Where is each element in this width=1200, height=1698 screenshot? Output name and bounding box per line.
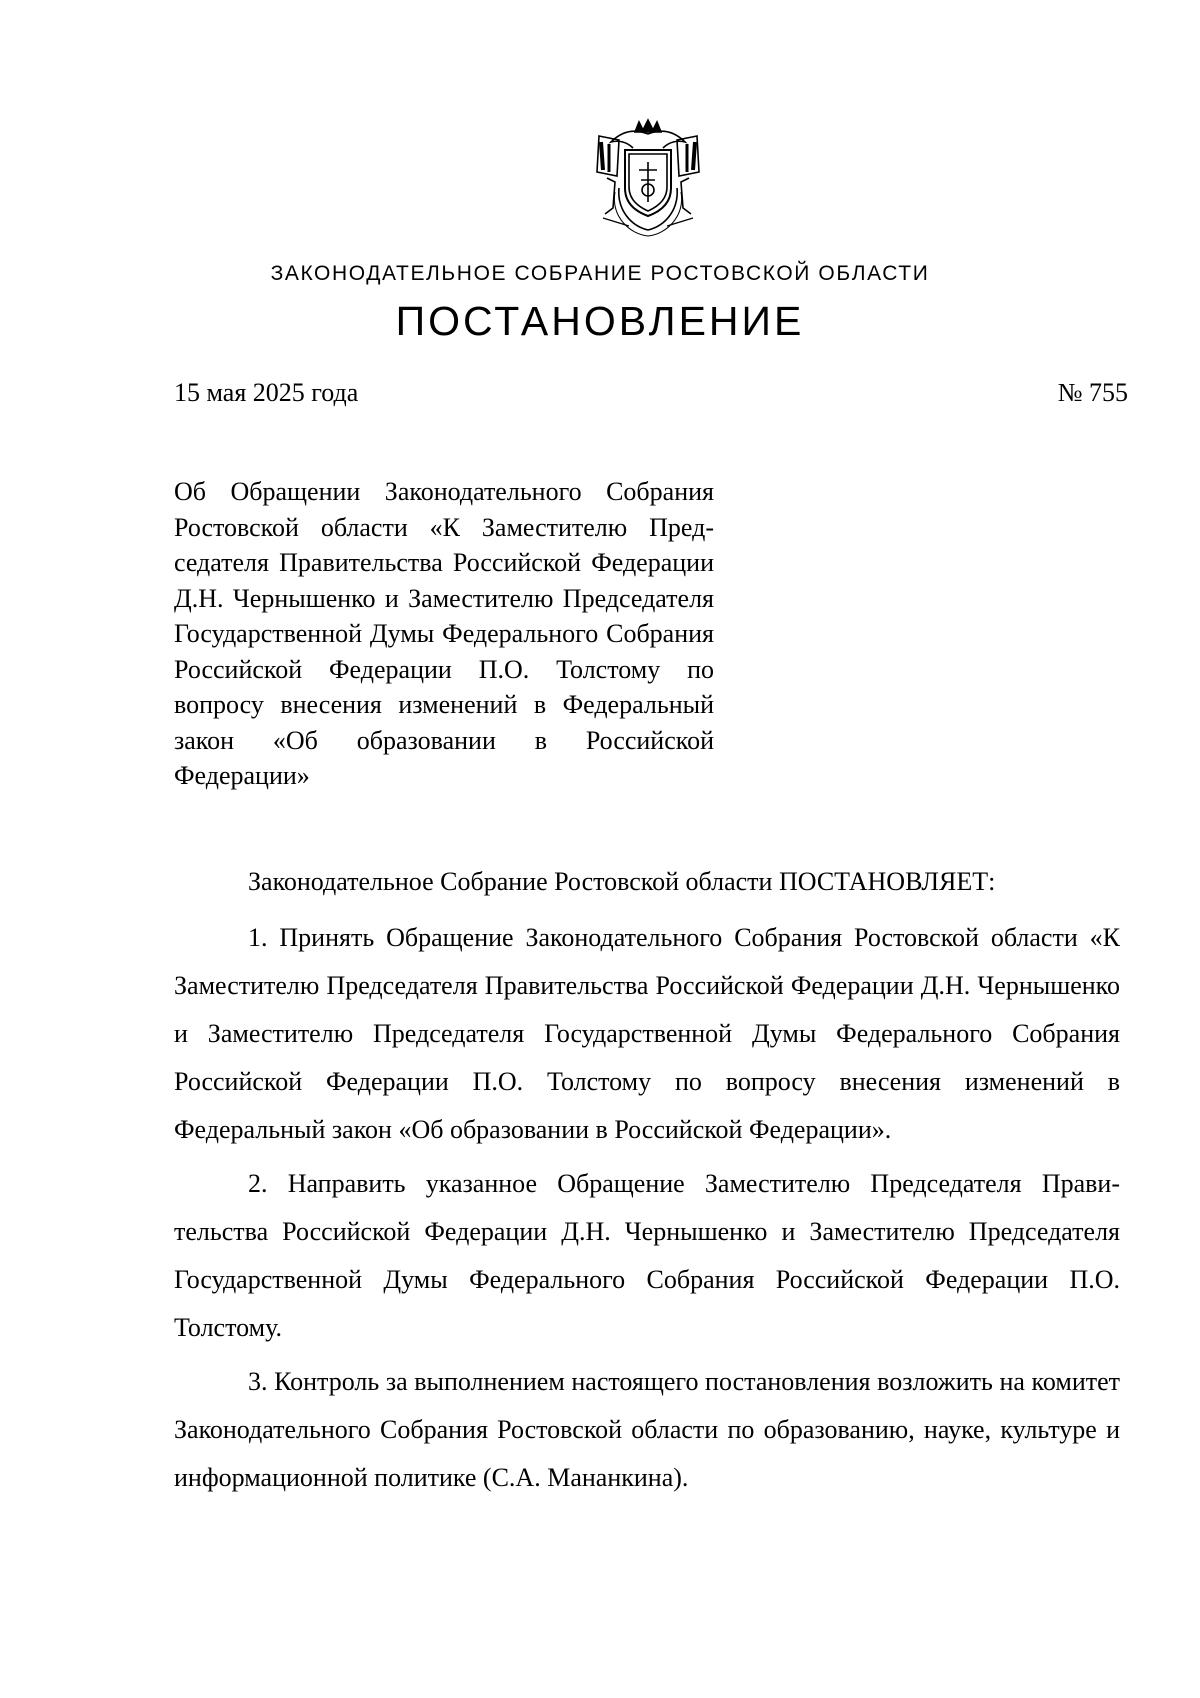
resolution-item-3: 3. Контроль за выполнением настоящего постановления возложить на комитет Законодательного Собрания Ростовской области по образованию, науке, культуре и информационной политике (С.А. Мананкина). <box>174 1367 1120 1492</box>
preamble-paragraph: Законодательное Собрание Ростовской области ПОСТАНОВЛЯЕТ: <box>248 867 996 896</box>
document-number: № 755 <box>1057 378 1128 407</box>
document-type-title: ПОСТАНОВЛЕНИЕ <box>395 298 805 344</box>
document-body <box>174 858 1120 1508</box>
organization-name: ЗАКОНОДАТЕЛЬНОЕ СОБРАНИЕ РОСТОВСКОЙ ОБЛАСТИ <box>270 262 930 285</box>
document-date: 15 мая 2025 года <box>174 378 359 407</box>
coat-of-arms-emblem <box>589 118 707 240</box>
resolution-item-2: 2. Направить указанное Обращение Заместителю Председателя Правительства Российской Федерации Д.Н. Чернышенко и Заместителю Председателя Государственной Думы Федерального Собрания Российской Федерации П.О. Толстому. <box>174 1169 1120 1342</box>
resolution-item-1: 1. Принять Обращение Законодательного Собрания Ростовской области «К Заместителю Председателя Правительства Российской Федерации Д.Н. Чернышенко и Заместителю Председателя Государственной Думы Федерального Собрания Российской Федерации П.О. Толстому по вопросу внесения изменений в Федеральный закон «Об образовании в Российской Федерации». <box>174 923 1120 1144</box>
document-subject: Об Обращении Законодательного Собрания Ростовской области «К Заместителю Председателя Правительства Российской Федерации Д.Н. Чернышенко и Заместителю Председателя Государственной Думы Федерального Собрания Российской Федерации П.О. Толстому по вопросу внесения изменений в Федеральный закон «Об образовании в Российской Федерации» <box>174 477 714 790</box>
